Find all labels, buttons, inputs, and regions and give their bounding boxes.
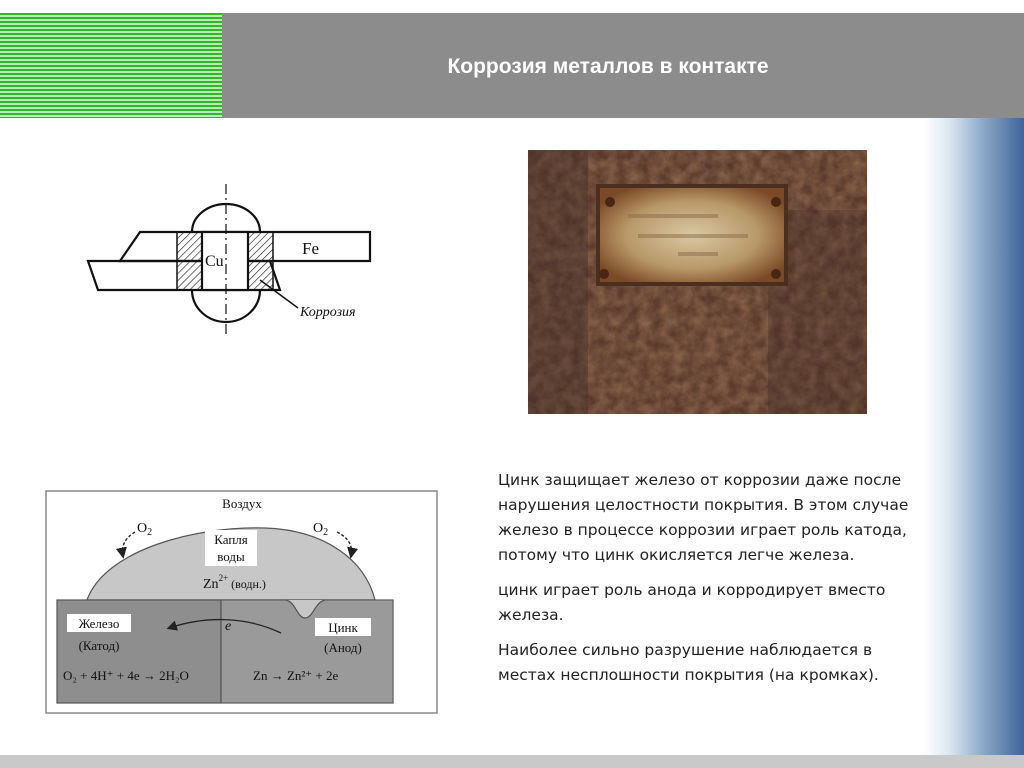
bottom-bar (0, 755, 1024, 768)
anode-label: (Анод) (324, 640, 362, 655)
o2-right-label: $O_2$ (313, 521, 329, 538)
drop-label-line1: Капля (214, 532, 248, 547)
label-cu: Cu (205, 253, 224, 270)
slide-title: Коррозия металлов в контакте (447, 55, 769, 78)
zinc-label: Цинк (328, 620, 358, 635)
paragraph-3: Наиболее сильно разрушение наблюдается в местах несплошности покрытия (на кромках). (498, 641, 879, 684)
explanation-text (498, 468, 928, 698)
header-stripes (0, 13, 222, 118)
zinc-protection-diagram (45, 490, 439, 716)
anode-equation: Zn → Zn²⁺ + 2e (253, 668, 339, 683)
electron-label: e (225, 619, 232, 634)
rivet-corrosion-diagram (80, 180, 380, 340)
title-bar (222, 13, 1024, 118)
label-corrosion: Коррозия (300, 305, 356, 320)
cathode-label: (Катод) (78, 638, 120, 653)
label-fe: Fe (302, 239, 319, 258)
corroded-plate-photo (528, 150, 867, 414)
air-label: Воздух (222, 496, 262, 511)
side-gradient (924, 118, 1024, 758)
paragraph-2: цинк играет роль анода и корродирует вместо железа. (498, 581, 886, 624)
cathode-equation: O₂ + 4H⁺ + 4e → 2H₂O (63, 668, 189, 683)
paragraph-1: Цинк защищает железо от коррозии даже после нарушения целостности покрытия. В этом случае железо в процессе коррозии играет роль катода, потому что цинк окисляется легче железа. (498, 471, 909, 564)
iron-label: Железо (78, 616, 120, 631)
drop-label-line2: воды (217, 549, 245, 564)
zn-ion-label: $Zn^{2+}$ (водн.) (203, 573, 266, 592)
o2-left-label: $O_2$ (137, 521, 153, 538)
